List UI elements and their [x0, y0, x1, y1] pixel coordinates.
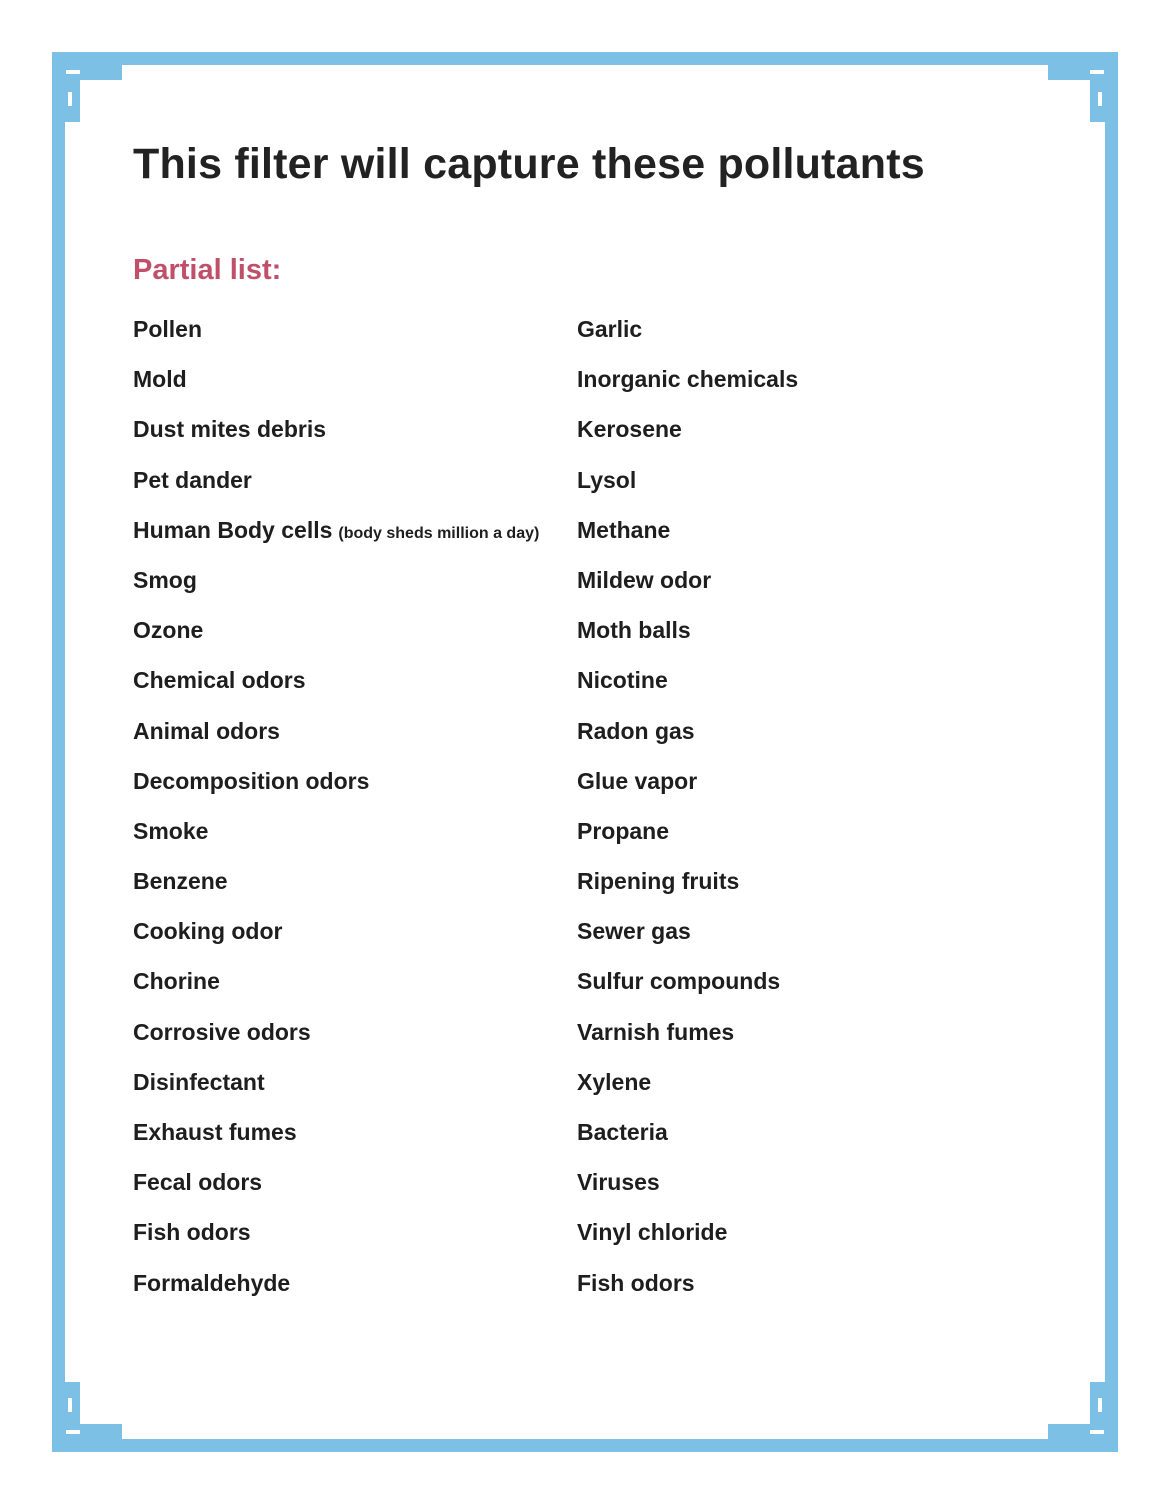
pollutant-label: Sulfur compounds — [577, 968, 781, 995]
pollutant-label: Varnish fumes — [577, 1018, 735, 1045]
pollutant-item — [133, 1065, 539, 1115]
pollutant-item — [577, 1215, 798, 1265]
pollutant-item — [133, 513, 539, 563]
pollutant-label: Dust mites debris — [133, 416, 326, 443]
pollutant-label: Mildew odor — [577, 566, 712, 593]
pollutant-item — [133, 714, 539, 764]
pollutant-label: Viruses — [577, 1169, 660, 1196]
pollutant-label: Formaldehyde — [133, 1269, 291, 1296]
pollutant-item — [133, 1215, 539, 1265]
pollutant-label: Sewer gas — [577, 918, 691, 945]
pollutant-item — [577, 613, 798, 663]
pollutant-label: Fish odors — [577, 1269, 695, 1296]
pollutant-label: Radon gas — [577, 717, 695, 744]
corner-ornament-top-left — [52, 52, 122, 122]
pollutant-label: Propane — [577, 817, 670, 844]
pollutant-label: Exhaust fumes — [133, 1119, 297, 1145]
pollutant-item — [577, 563, 798, 613]
pollutant-item — [577, 764, 798, 814]
pollutant-item — [577, 814, 798, 864]
pollutant-item — [577, 663, 798, 713]
pollutant-label: Smog — [133, 566, 197, 593]
pollutant-item — [133, 964, 539, 1014]
pollutant-item — [133, 1165, 539, 1215]
corner-ornament-top-right — [1048, 52, 1118, 122]
pollutant-item — [133, 563, 539, 613]
pollutant-item — [577, 1115, 798, 1165]
pollutant-list-left — [133, 312, 539, 1316]
pollutant-item — [133, 1015, 539, 1065]
pollutant-item — [577, 513, 798, 563]
pollutant-item — [133, 764, 539, 814]
pollutant-label: Smoke — [133, 817, 209, 844]
pollutant-label: Chemical odors — [133, 667, 306, 694]
pollutant-label: Corrosive odors — [133, 1018, 311, 1045]
pollutant-label: Fish odors — [133, 1219, 251, 1246]
pollutant-item — [133, 663, 539, 713]
pollutant-item — [577, 1266, 798, 1316]
pollutant-label: Decomposition odors — [133, 767, 370, 794]
pollutant-item — [133, 463, 539, 513]
pollutant-label: Mold — [133, 366, 187, 393]
corner-ornament-bottom-left — [52, 1382, 122, 1452]
pollutant-item — [133, 864, 539, 914]
pollutant-item — [133, 1115, 539, 1165]
pollutant-item — [133, 362, 539, 412]
pollutant-label: Cooking odor — [133, 918, 283, 945]
pollutant-item — [577, 362, 798, 412]
pollutant-item — [577, 412, 798, 462]
pollutant-label: Lysol — [577, 466, 637, 493]
pollutant-label: Inorganic chemicals — [577, 366, 799, 393]
pollutant-item — [133, 312, 539, 362]
pollutant-item — [133, 1266, 539, 1316]
pollutant-item — [133, 814, 539, 864]
pollutant-label: Disinfectant — [133, 1068, 265, 1095]
pollutant-item — [577, 914, 798, 964]
page-title: This filter will capture these pollutants — [133, 140, 925, 188]
pollutant-label: Xylene — [577, 1068, 652, 1095]
pollutant-label: Ripening fruits — [577, 868, 740, 895]
pollutant-item — [577, 312, 798, 362]
pollutant-note: (body sheds million a day) — [338, 524, 540, 542]
pollutant-label: Garlic — [577, 316, 643, 342]
pollutant-label: Animal odors — [133, 717, 280, 744]
pollutant-item — [577, 463, 798, 513]
pollutant-label: Glue vapor — [577, 767, 698, 794]
pollutant-label: Methane — [577, 516, 671, 543]
pollutant-item — [577, 1065, 798, 1115]
pollutant-item — [577, 964, 798, 1014]
partial-list-heading: Partial list: — [133, 254, 282, 286]
pollutant-label: Bacteria — [577, 1119, 668, 1145]
pollutant-label: Fecal odors — [133, 1169, 263, 1196]
pollutant-item — [577, 1165, 798, 1215]
pollutant-label: Moth balls — [577, 617, 691, 644]
pollutant-label: Pet dander — [133, 466, 252, 493]
pollutant-label: Kerosene — [577, 416, 682, 443]
pollutant-label: Ozone — [133, 617, 204, 644]
pollutant-item — [577, 1015, 798, 1065]
pollutant-label: Nicotine — [577, 667, 668, 694]
pollutant-item — [577, 714, 798, 764]
pollutant-item — [133, 412, 539, 462]
pollutant-label: Pollen — [133, 316, 203, 342]
pollutant-label: Benzene — [133, 868, 228, 895]
corner-ornament-bottom-right — [1048, 1382, 1118, 1452]
pollutant-label: Human Body cells — [133, 516, 333, 543]
pollutant-item — [133, 613, 539, 663]
pollutant-label: Chorine — [133, 968, 220, 995]
pollutant-item — [133, 914, 539, 964]
pollutant-list-right — [577, 312, 798, 1316]
pollutant-item — [577, 864, 798, 914]
pollutant-label: Vinyl chloride — [577, 1219, 728, 1246]
